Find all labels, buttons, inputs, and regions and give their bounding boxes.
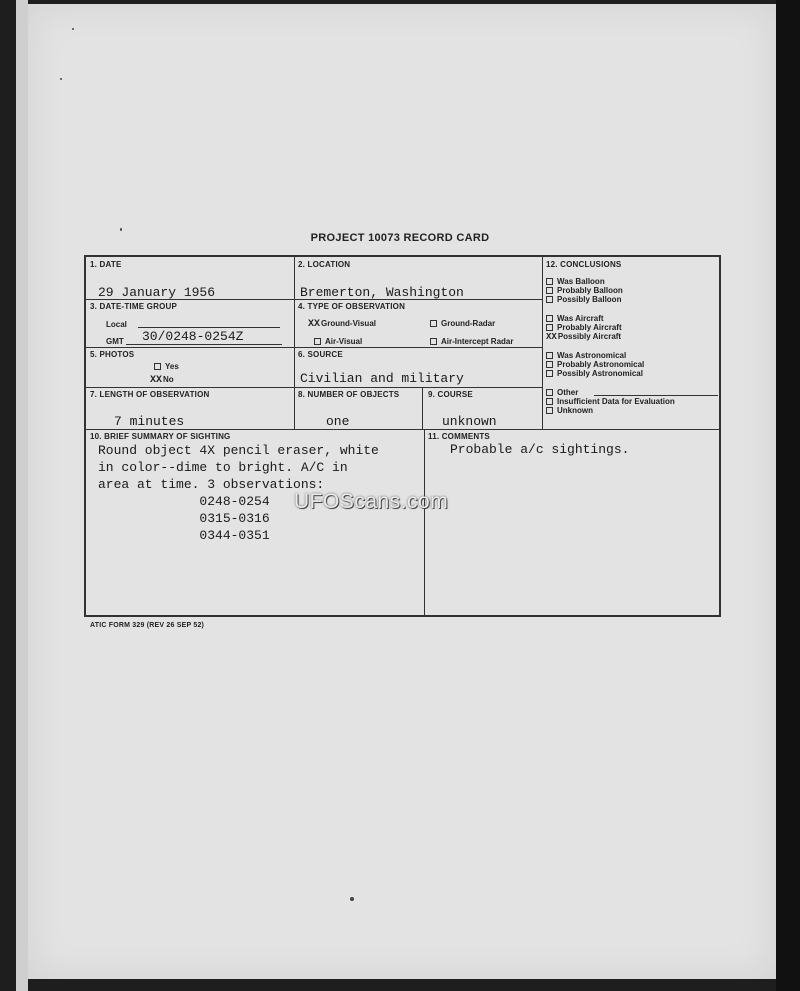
photos-label: 5. PHOTOS (90, 350, 135, 359)
record-card (84, 255, 721, 617)
checkbox-icon (430, 320, 437, 327)
conclusion-item (546, 369, 643, 378)
divider (422, 387, 423, 429)
checkbox-icon (546, 315, 553, 322)
ground-visual-label: Ground-Visual (321, 319, 376, 328)
local-label: Local (106, 320, 127, 329)
course-label: 9. COURSE (428, 390, 473, 399)
ground-visual-option (308, 319, 376, 329)
divider (424, 429, 425, 617)
checked-mark: XX (150, 375, 163, 386)
length-value: 7 minutes (114, 414, 185, 429)
comments-value: Probable a/c sightings. (450, 442, 630, 457)
photos-no-label: No (163, 375, 174, 384)
conclusion-item (546, 360, 644, 369)
conclusion-item (546, 295, 621, 304)
checkbox-icon (546, 278, 553, 285)
location-label: 2. LOCATION (298, 260, 351, 269)
length-label: 7. LENGTH OF OBSERVATION (90, 390, 210, 399)
course-value: unknown (442, 414, 497, 429)
date-value: 29 January 1956 (98, 285, 216, 300)
checkbox-icon (546, 361, 553, 368)
scan-right-border (776, 0, 800, 991)
speck (350, 897, 354, 901)
divider (86, 347, 542, 348)
divider (86, 387, 542, 388)
checkbox-icon (154, 363, 161, 370)
date-label: 1. DATE (90, 260, 122, 269)
observation-type-label: 4. TYPE OF OBSERVATION (298, 302, 406, 311)
num-objects-value: one (326, 414, 350, 429)
card-title: PROJECT 10073 RECORD CARD (310, 232, 490, 244)
summary-label: 10. BRIEF SUMMARY OF SIGHTING (90, 432, 231, 441)
gmt-value: 30/0248-0254Z (142, 329, 244, 344)
air-visual-label: Air-Visual (325, 337, 363, 346)
conclusion-item (546, 323, 622, 332)
form-footer: ATIC FORM 329 (REV 26 SEP 52) (90, 622, 205, 629)
conclusion-label: Other (557, 388, 579, 397)
photos-yes-label: Yes (165, 362, 179, 371)
air-visual-option (314, 337, 362, 346)
summary-line: 0315-0316 (98, 511, 270, 526)
conclusion-item (546, 397, 675, 406)
summary-line: area at time. 3 observations: (98, 477, 325, 492)
gmt-label: GMT (106, 337, 124, 346)
checkbox-icon (430, 338, 437, 345)
local-underline (138, 327, 280, 328)
summary-line: Round object 4X pencil eraser, white (98, 443, 379, 458)
checkbox-icon (314, 338, 321, 345)
datetime-label: 3. DATE-TIME GROUP (90, 302, 178, 311)
checkbox-icon (546, 389, 553, 396)
conclusion-label: Possibly Aircraft (557, 332, 622, 341)
conclusion-label: Probably Astronomical (557, 360, 645, 369)
checked-mark: XX (546, 332, 557, 342)
gmt-underline (126, 344, 282, 345)
other-underline (594, 395, 718, 396)
conclusion-label: Insufficient Data for Evaluation (557, 397, 675, 406)
conclusion-item (546, 406, 593, 415)
conclusion-item (546, 314, 604, 323)
paper-left-edge (16, 0, 28, 991)
conclusion-item-checked (546, 332, 621, 342)
conclusion-item (546, 351, 626, 360)
source-value: Civilian and military (300, 371, 464, 386)
conclusion-label: Probably Balloon (557, 286, 623, 295)
location-value: Bremerton, Washington (300, 285, 464, 300)
comments-label: 11. COMMENTS (428, 432, 490, 441)
conclusion-label: Possibly Balloon (557, 295, 622, 304)
speck (72, 28, 74, 30)
conclusion-item (546, 277, 605, 286)
checkbox-icon (546, 296, 553, 303)
conclusion-label: Was Aircraft (557, 314, 604, 323)
watermark: UFOScans.com (294, 490, 449, 513)
conclusion-label: Unknown (557, 406, 593, 415)
summary-line: 0344-0351 (98, 528, 270, 543)
checkbox-icon (546, 370, 553, 377)
speck (60, 78, 62, 80)
ground-radar-option (430, 319, 495, 328)
conclusion-label: Probably Aircraft (557, 323, 622, 332)
air-intercept-radar-option (430, 337, 513, 346)
conclusion-label: Was Balloon (557, 277, 605, 286)
checked-mark: XX (308, 319, 321, 330)
conclusion-item (546, 388, 578, 397)
checkbox-icon (546, 352, 553, 359)
conclusion-label: Was Astronomical (557, 351, 627, 360)
photos-no-option (150, 375, 174, 385)
checkbox-icon (546, 287, 553, 294)
divider (86, 429, 721, 430)
summary-line: in color--dime to bright. A/C in (98, 460, 348, 475)
divider (542, 257, 543, 429)
checkbox-icon (546, 324, 553, 331)
conclusions-label: 12. CONCLUSIONS (546, 260, 622, 269)
conclusion-label: Possibly Astronomical (557, 369, 643, 378)
divider (294, 257, 295, 429)
source-label: 6. SOURCE (298, 350, 343, 359)
num-objects-label: 8. NUMBER OF OBJECTS (298, 390, 400, 399)
speck (120, 228, 122, 231)
checkbox-icon (546, 407, 553, 414)
checkbox-icon (546, 398, 553, 405)
photos-yes-option (154, 362, 179, 371)
air-intercept-radar-label: Air-Intercept Radar (441, 337, 514, 346)
conclusion-item (546, 286, 623, 295)
ground-radar-label: Ground-Radar (441, 319, 496, 328)
summary-line: 0248-0254 (98, 494, 270, 509)
